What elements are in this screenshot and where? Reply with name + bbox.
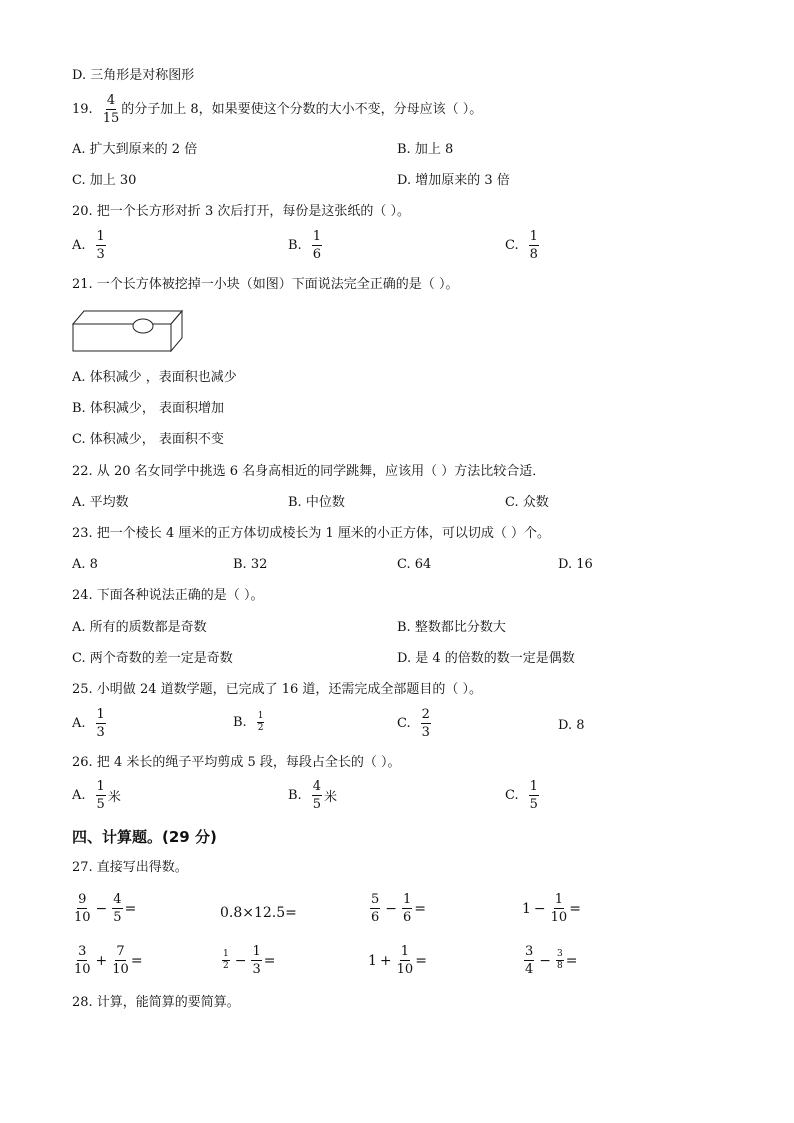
question-20: 20. 把一个长方形对折 3 次后打开，每份是这张纸的（ ）。: [72, 204, 410, 219]
cuboid-front-face: [73, 324, 171, 351]
q20-option-a: A. $\frac{1}{3}$: [72, 229, 105, 262]
q22-option-a: A. 平均数: [72, 495, 129, 510]
q25-option-b: B. $\frac{1}{2}$: [233, 711, 264, 733]
question-22: 22. 从 20 名女同学中挑选 6 名身高相近的同学跳舞，应该用（ ）方法比较合适．: [72, 464, 546, 479]
question-21: 21. 一个长方体被挖掉一小块（如图）下面说法完全正确的是（ ）。: [72, 277, 459, 292]
q27-expression-5: $\frac{3}{10}$ + $\frac{7}{10}$ =: [74, 944, 143, 977]
q25-option-d: D. 8: [558, 718, 585, 733]
q27-expression-8: $\frac{3}{4}$ − $\frac{3}{8}$ =: [525, 944, 578, 977]
section-title-calculation: 四、计算题。(29 分): [72, 828, 217, 846]
q27-expression-6: $\frac{1}{2}$ − $\frac{1}{3}$ =: [223, 944, 276, 977]
q19-number: 19.: [72, 101, 93, 117]
q26-option-c: C. $\frac{1}{5}$: [505, 779, 538, 812]
q20-option-b: B. $\frac{1}{6}$: [288, 229, 321, 262]
question-27: 27. 直接写出得数。: [72, 860, 188, 875]
q19-option-b: B. 加上 8: [397, 142, 454, 157]
q27-expression-2: 0.8×12.5=: [220, 905, 297, 921]
question-24: 24. 下面各种说法正确的是（ ）。: [72, 588, 264, 603]
q27-expression-7: 1 + $\frac{1}{10}$ =: [368, 944, 427, 977]
q21-option-b: B. 体积减少， 表面积增加: [72, 401, 224, 416]
question-28: 28. 计算，能简算的要简算。: [72, 995, 240, 1010]
q23-option-b: B. 32: [233, 557, 268, 572]
q23-option-c: C. 64: [397, 557, 432, 572]
q21-option-a: A. 体积减少 ，表面积也减少: [72, 370, 237, 385]
q19-option-a: A. 扩大到原来的 2 倍: [72, 142, 198, 157]
q26-option-b: B. $\frac{4}{5}$ 米: [288, 779, 337, 812]
q27-expression-1: $\frac{9}{10}$ − $\frac{4}{5}$ =: [74, 892, 137, 925]
question-23: 23. 把一个棱长 4 厘米的正方体切成棱长为 1 厘米的小正方体，可以切成（ ）个。: [72, 526, 551, 541]
q25-option-c: C. $\frac{2}{3}$: [397, 707, 430, 740]
q18-option-d: D. 三角形是对称图形: [72, 68, 195, 83]
q24-option-d: D. 是 4 的倍数的数一定是偶数: [397, 651, 575, 666]
q24-option-b: B. 整数都比分数大: [397, 620, 506, 635]
q21-option-c: C. 体积减少， 表面积不变: [72, 432, 224, 447]
q22-option-c: C. 众数: [505, 495, 549, 510]
question-19: [72, 94, 482, 125]
q27-expression-3: $\frac{5}{6}$ − $\frac{1}{6}$ =: [371, 892, 427, 925]
q19-option-d: D. 增加原来的 3 倍: [397, 173, 510, 188]
q20-option-c: C. $\frac{1}{8}$: [505, 229, 538, 262]
question-26: 26. 把 4 米长的绳子平均剪成 5 段，每段占全长的（ ）。: [72, 755, 401, 770]
cuboid-figure: [72, 308, 184, 354]
q19-option-c: C. 加上 30: [72, 173, 137, 188]
cuboid-hole: [133, 319, 153, 333]
q24-option-c: C. 两个奇数的差一定是奇数: [72, 651, 233, 666]
q23-option-a: A. 8: [72, 557, 98, 572]
q23-option-d: D. 16: [558, 557, 593, 572]
q19-text: 的分子加上 8，如果要使这个分数的大小不变，分母应该（ ）。: [121, 101, 483, 117]
q24-option-a: A. 所有的质数都是奇数: [72, 620, 207, 635]
question-25: 25. 小明做 24 道数学题，已完成了 16 道，还需完成全部题目的（ ）。: [72, 682, 483, 697]
q22-option-b: B. 中位数: [288, 495, 345, 510]
cuboid-top-face: [73, 311, 182, 324]
q19-fraction: $\frac{4}{15}$: [102, 93, 120, 126]
q27-expression-4: 1 − $\frac{1}{10}$ =: [522, 892, 581, 925]
q25-option-a: A. $\frac{1}{3}$: [72, 707, 105, 740]
q26-option-a: A. $\frac{1}{5}$ 米: [72, 779, 121, 812]
